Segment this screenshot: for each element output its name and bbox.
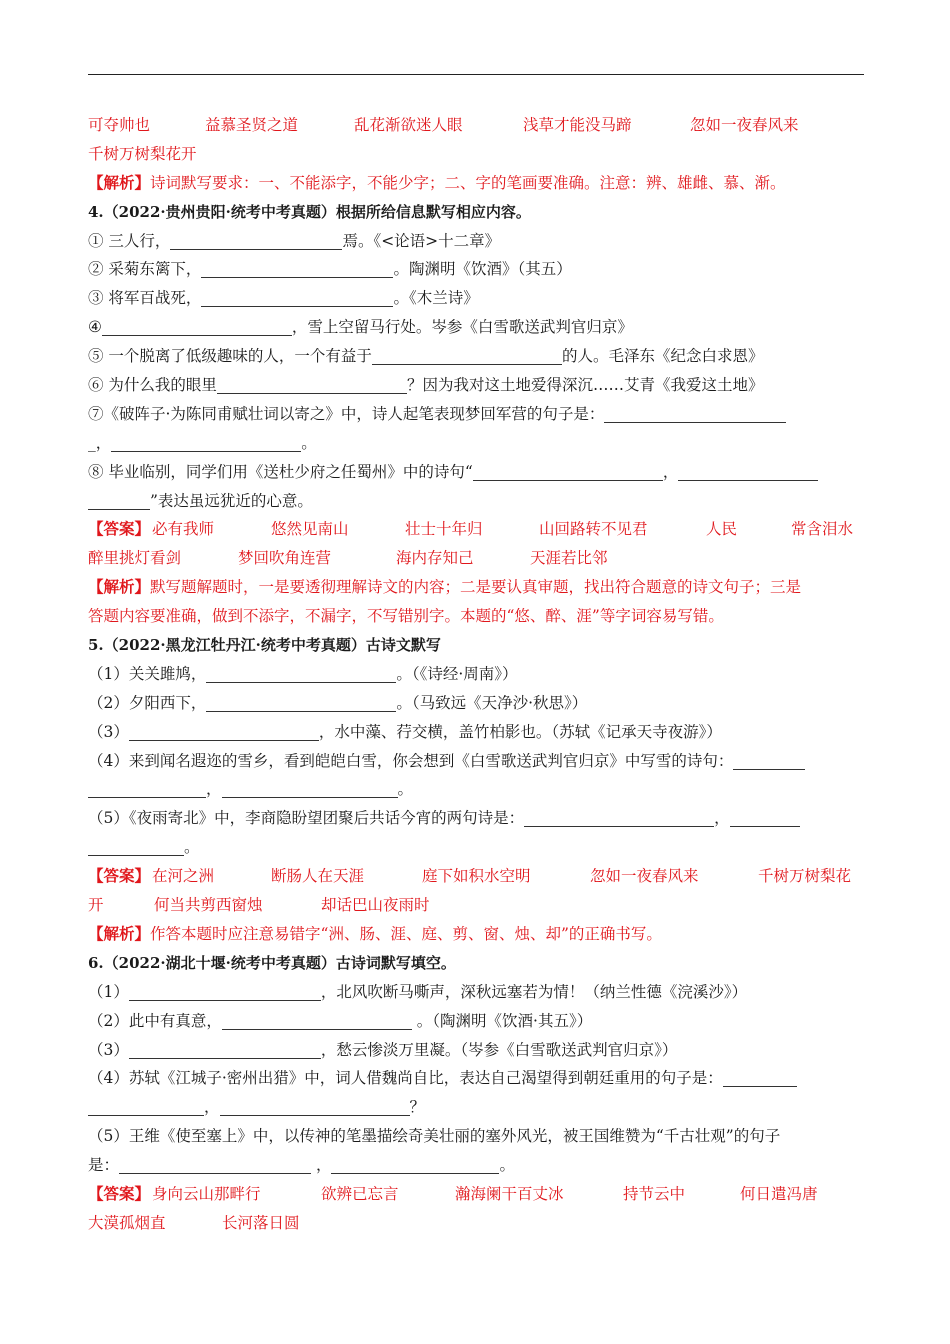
- answer-blank[interactable]: [524, 808, 714, 827]
- header-rule: [88, 74, 864, 75]
- prompt-text: （4）苏轼《江城子·密州出猎》中，词人借魏尚自比，表达自己渴望得到朝廷重用的句子是：: [88, 1069, 723, 1088]
- answer-item: 忽如一夜春风来: [690, 116, 799, 134]
- answer-item: 瀚海阑干百丈冰: [455, 1184, 564, 1203]
- analysis-text: 作答本题时应注意易错字“洲、肠、涯、庭、剪、窗、烛、却”的正确书写。: [150, 924, 662, 943]
- answer-item: 断肠人在天涯: [271, 867, 365, 886]
- answer-item: 千树万树梨花开: [88, 144, 197, 163]
- prompt-text: （5）王维《使至塞上》中，以传神的笔墨描绘奇美壮丽的塞外风光，被王国维赞为“千古壮观”的句子: [88, 1127, 781, 1146]
- prompt-text: ⑦《破阵子·为陈同甫赋壮词以寄之》中，诗人起笔表现梦回军营的句子是：: [88, 404, 605, 423]
- answer-item: 在河之洲: [152, 867, 215, 886]
- answer-item: 人民: [706, 520, 738, 539]
- question-line: [88, 747, 864, 776]
- prompt-text: ，雪上空留马行处。岑参《白雪歌送武判官归京》: [291, 318, 633, 337]
- prompt-text: 。陶渊明《饮酒》（其五）: [393, 260, 572, 279]
- answer-item: 大漠孤烟直: [88, 1213, 166, 1232]
- prompt-text: ④: [88, 318, 102, 337]
- prompt-text: ③ 将军百战死，: [88, 289, 202, 308]
- analysis-text: 默写题解题时，一是要透彻理解诗文的内容；二是要认真审题，找出符合题意的诗文句子；三是: [150, 578, 802, 597]
- answer-item: 山回路转不见君: [539, 520, 648, 539]
- answer-item: 乱花渐欲迷人眼: [354, 116, 463, 134]
- prompt-text: ⑧ 毕业临别，同学们用《送杜少府之任蜀州》中的诗句“: [88, 462, 473, 481]
- answer-item: 何日遣冯唐: [740, 1184, 818, 1203]
- prompt-text: 。: [499, 1156, 515, 1175]
- answer-blank[interactable]: [201, 288, 393, 307]
- answer-item: 天涯若比邻: [530, 549, 608, 568]
- question-line: [88, 371, 864, 400]
- answer-blank[interactable]: [730, 808, 800, 827]
- prompt-text: ⑥ 为什么我的眼里: [88, 376, 217, 395]
- prompt-text: （5）《夜雨寄北》中，李商隐盼望团聚后共话今宵的两句诗是：: [88, 809, 525, 828]
- answer-line: [88, 544, 864, 573]
- question-line: [88, 429, 864, 458]
- prompt-text: 。: [184, 838, 200, 857]
- prompt-text: ，愁云惨淡万里凝。（岑参《白雪歌送武判官归京》）: [320, 1040, 678, 1059]
- question-line: [88, 978, 864, 1007]
- answer-blank[interactable]: [88, 491, 150, 510]
- prompt-text: _，: [88, 433, 112, 452]
- answer-blank[interactable]: [102, 317, 292, 336]
- answer-blank[interactable]: [331, 1155, 499, 1174]
- question-line: [88, 1064, 864, 1093]
- answer-item: 身向云山那畔行: [152, 1184, 261, 1203]
- analysis-label: 【解析】: [88, 923, 151, 943]
- question-line: [88, 458, 864, 487]
- answer-item: 长河落日圆: [222, 1213, 300, 1232]
- answer-blank[interactable]: [372, 346, 562, 365]
- answer-blank[interactable]: [88, 779, 206, 798]
- answer-blank[interactable]: [604, 404, 786, 423]
- question-line: [88, 313, 864, 342]
- question-line: [88, 342, 864, 371]
- prompt-text: ？因为我对这土地爱得深沉……艾青《我爱这土地》: [406, 376, 764, 395]
- answer-line: [88, 1209, 864, 1238]
- answer-blank[interactable]: [220, 1097, 410, 1116]
- question-line: [88, 255, 864, 284]
- prompt-text: 。（陶渊明《饮酒·其五》）: [411, 1011, 593, 1030]
- answer-blank[interactable]: [678, 462, 818, 481]
- prompt-text: ，水中藻、荇交横，盖竹柏影也。（苏轼《记承天寺夜游》）: [318, 722, 722, 741]
- answer-line: [88, 862, 864, 891]
- prompt-text: ，北风吹断马嘶声，深秋远塞若为情！（纳兰性德《浣溪沙》）: [320, 982, 748, 1001]
- document-body: [88, 111, 864, 1238]
- question-line: [88, 487, 864, 516]
- prompt-text: 是：: [88, 1156, 120, 1175]
- answer-item: 浅草才能没马蹄: [523, 116, 632, 134]
- answer-blank[interactable]: [206, 664, 396, 683]
- answer-blank[interactable]: [170, 231, 342, 250]
- question-line: [88, 775, 864, 804]
- analysis-label: 【解析】: [88, 172, 151, 192]
- question-line: [88, 660, 864, 689]
- prompt-text: 。: [397, 780, 414, 799]
- answer-item: 却话巴山夜雨时: [321, 896, 430, 915]
- answer-blank[interactable]: [201, 259, 393, 278]
- prompt-text: ？: [409, 1098, 426, 1117]
- question-line: [88, 1151, 864, 1180]
- prompt-text: 。《木兰诗》: [393, 289, 479, 308]
- answer-line: [88, 515, 864, 544]
- analysis-line: [88, 920, 864, 949]
- prompt-text: ② 采菊东篱下，: [88, 260, 202, 279]
- prompt-text: ，: [662, 462, 679, 481]
- question-line: [88, 689, 864, 718]
- answer-blank[interactable]: [88, 1097, 204, 1116]
- prompt-text: ① 三人行，: [88, 231, 171, 250]
- prompt-text: ，: [311, 1156, 332, 1175]
- answer-line: [88, 111, 864, 140]
- answer-blank[interactable]: [129, 1040, 321, 1059]
- question-4-title: 4.（2022·贵州贵阳·统考中考真题）根据所给信息默写相应内容。: [88, 202, 531, 221]
- answer-item: 开: [88, 896, 104, 915]
- question-line: [88, 804, 864, 833]
- question-line: [88, 718, 864, 747]
- answer-label: 【答案】: [88, 1183, 151, 1203]
- answer-item: 忽如一夜春风来: [590, 867, 699, 886]
- answer-blank[interactable]: [129, 722, 319, 741]
- prompt-text: ，: [204, 1098, 220, 1117]
- prompt-text: （2）此中有真意，: [88, 1011, 222, 1030]
- answer-label: 【答案】: [88, 866, 151, 886]
- prompt-text: （1）关关雎鸠，: [88, 664, 207, 683]
- answer-item: 可夺帅也: [88, 116, 151, 134]
- prompt-text: 的人。毛泽东《纪念白求恩》: [561, 347, 764, 366]
- prompt-text: 。（马致远《天净沙·秋思》）: [396, 693, 588, 712]
- question-line: [88, 1122, 864, 1151]
- answer-item: 千树万树梨花: [758, 867, 852, 886]
- answer-blank[interactable]: [88, 837, 184, 856]
- answer-item: 持节云中: [623, 1184, 686, 1203]
- answer-blank[interactable]: [733, 751, 805, 770]
- answer-item: 欲辨已忘言: [321, 1184, 399, 1203]
- answer-line: [88, 1180, 864, 1209]
- question-5-title: 5.（2022·黑龙江牡丹江·统考中考真题）古诗文默写: [88, 636, 441, 655]
- answer-item: 悠然见南山: [271, 520, 349, 539]
- answer-blank[interactable]: [111, 433, 301, 452]
- prompt-text: ⑤ 一个脱离了低级趣味的人，一个有益于: [88, 347, 372, 366]
- prompt-text: （1）: [88, 982, 129, 1001]
- answer-blank[interactable]: [222, 779, 398, 798]
- question-line: [88, 400, 864, 429]
- prompt-text: ”表达虽远犹近的心意。: [150, 491, 313, 510]
- answer-item: 梦回吹角连营: [238, 549, 332, 568]
- analysis-line: [88, 573, 864, 602]
- answer-blank[interactable]: [119, 1155, 311, 1174]
- answer-blank[interactable]: [206, 693, 396, 712]
- answer-blank[interactable]: [222, 1011, 412, 1030]
- prompt-text: （3）: [88, 722, 129, 741]
- analysis-text: 答题内容要准确，做到不添字，不漏字，不写错别字。本题的“悠、醉、涯”等字词容易写错。: [88, 607, 724, 626]
- question-line: [88, 1007, 864, 1036]
- answer-item: 何当共剪西窗烛: [154, 896, 263, 915]
- question-line: [88, 1093, 864, 1122]
- prompt-text: （3）: [88, 1040, 129, 1059]
- question-line: [88, 227, 864, 256]
- analysis-line: [88, 602, 864, 631]
- answer-label: 【答案】: [88, 519, 151, 539]
- prompt-text: ，: [714, 809, 730, 828]
- answer-blank[interactable]: [473, 462, 663, 481]
- analysis-label: 【解析】: [88, 577, 151, 597]
- answer-item: 庭下如积水空明: [422, 867, 531, 886]
- prompt-text: 。: [301, 433, 317, 452]
- prompt-text: 焉。《<论语>十二章》: [342, 231, 501, 250]
- answer-line: [88, 891, 864, 920]
- question-line: [88, 284, 864, 313]
- answer-blank[interactable]: [723, 1068, 797, 1087]
- prompt-text: （4）来到闻名遐迩的雪乡，看到皑皑白雪，你会想到《白雪歌送武判官归京》中写雪的诗句：: [88, 751, 734, 770]
- question-line: [88, 833, 864, 862]
- answer-item: 海内存知己: [396, 549, 474, 568]
- prompt-text: 。（《诗经·周南》）: [396, 664, 518, 683]
- prompt-text: ，: [206, 780, 222, 799]
- prompt-text: （2）夕阳西下，: [88, 693, 207, 712]
- question-line: [88, 1036, 864, 1065]
- answer-item: 醉里挑灯看剑: [88, 549, 182, 568]
- answer-item: 益慕圣贤之道: [205, 116, 299, 134]
- analysis-text: 诗词默写要求：一、不能添字，不能少字；二、字的笔画要准确。注意：辨、雄雌、慕、渐。: [150, 173, 786, 192]
- answer-item: 常含泪水: [791, 520, 854, 539]
- analysis-line: [88, 169, 864, 198]
- answer-item: 壮士十年归: [405, 520, 483, 539]
- answer-line: [88, 140, 864, 169]
- answer-blank[interactable]: [217, 375, 407, 394]
- answer-blank[interactable]: [129, 982, 321, 1001]
- question-6-title: 6.（2022·湖北十堰·统考中考真题）古诗词默写填空。: [88, 953, 456, 972]
- answer-item: 必有我师: [152, 520, 215, 539]
